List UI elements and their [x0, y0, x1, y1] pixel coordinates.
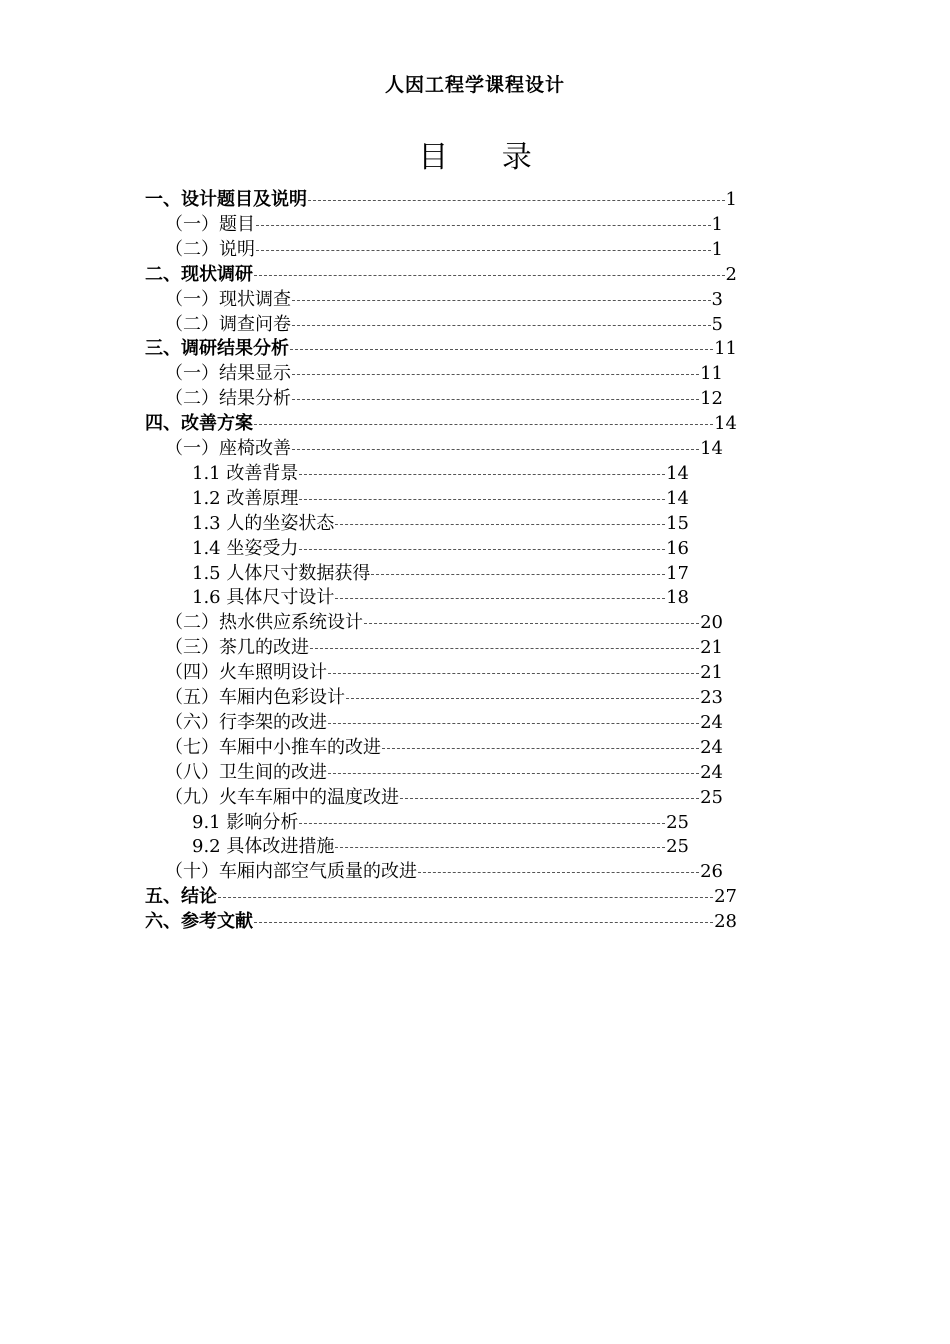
toc-entry-page-number: 21 [700, 637, 723, 659]
toc-entry-label: （二）热水供应系统设计 [165, 612, 363, 634]
toc-leader-line [256, 225, 711, 226]
toc-entry [145, 187, 737, 212]
toc-entry-page-number: 24 [700, 711, 723, 733]
toc-leader-line [254, 275, 725, 276]
toc-entry [192, 536, 689, 561]
toc-entry-label: 1.6 具体尺寸设计 [192, 587, 335, 609]
toc-entry [165, 859, 723, 884]
toc-entry-label: （七）车厢中小推车的改进 [165, 736, 381, 758]
toc-entry-page-number: 26 [700, 861, 723, 883]
toc-entry-label: （二）结果分析 [165, 388, 291, 410]
toc-entry-page-number: 1 [711, 238, 723, 260]
toc-entry-label: （六）行李架的改进 [165, 711, 327, 733]
toc-entry [165, 361, 723, 386]
toc-entry-page-number: 1 [711, 213, 723, 235]
toc-entry [192, 461, 689, 486]
toc-entry [165, 735, 723, 760]
toc-leader-line [328, 773, 699, 774]
toc-entry-page-number: 28 [714, 911, 737, 933]
toc-entry-page-number: 12 [700, 388, 723, 410]
toc-entry-label: （八）卫生间的改进 [165, 761, 327, 783]
toc-entry-page-number: 11 [714, 338, 737, 360]
toc-leader-line [292, 374, 699, 375]
toc-entry [145, 336, 737, 361]
toc-leader-line [328, 723, 699, 724]
toc-entry [165, 386, 723, 411]
toc-entry-page-number: 23 [700, 687, 723, 708]
toc-leader-line [292, 325, 711, 326]
toc-leader-line [292, 399, 699, 400]
toc-leader-line [292, 449, 699, 450]
toc-entry [192, 585, 689, 610]
toc-entry [165, 436, 723, 461]
toc-leader-line [335, 598, 665, 599]
toc-leader-line [335, 847, 665, 848]
toc-leader-line [400, 798, 699, 799]
toc-entry-page-number: 14 [700, 438, 723, 459]
toc-entry-page-number: 15 [666, 512, 689, 534]
toc-entry-page-number: 24 [700, 736, 723, 758]
toc-entry-label: 二、现状调研 [145, 263, 253, 285]
toc-entry-label: （十）车厢内部空气质量的改进 [165, 861, 417, 883]
toc-leader-line [371, 574, 665, 575]
toc-entry-label: （一）现状调查 [165, 288, 291, 310]
toc-entry-page-number: 25 [666, 836, 689, 858]
toc-entry [165, 635, 723, 660]
toc-entry-page-number: 14 [666, 462, 689, 484]
toc-entry [145, 884, 737, 909]
toc-entry-page-number: 2 [725, 263, 737, 285]
toc-entry-page-number: 24 [700, 761, 723, 783]
toc-entry-page-number: 27 [714, 886, 737, 908]
toc-leader-line [364, 623, 699, 624]
toc-entry-label: 三、调研结果分析 [145, 338, 289, 360]
toc-entry-page-number: 16 [666, 537, 689, 559]
toc-entry [165, 312, 723, 337]
toc-leader-line [328, 673, 699, 674]
toc-entry [165, 287, 723, 312]
toc-entry [165, 237, 723, 262]
toc-entry [165, 660, 723, 685]
toc-leader-line [299, 549, 665, 550]
toc-entry-page-number: 20 [700, 612, 723, 634]
toc-entry-label: 9.2 具体改进措施 [192, 836, 335, 858]
toc-entry [165, 685, 723, 710]
toc-leader-line [254, 424, 713, 425]
toc-entry-label: 五、结论 [145, 886, 217, 908]
toc-entry-label: （九）火车车厢中的温度改进 [165, 786, 399, 808]
toc-entry-page-number: 5 [711, 313, 723, 335]
toc-entry-label: （二）调查问卷 [165, 313, 291, 335]
toc-entry-label: （五）车厢内色彩设计 [165, 687, 345, 708]
toc-entry-page-number: 18 [666, 587, 689, 609]
toc-entry-page-number: 14 [666, 487, 689, 509]
toc-entry-label: 六、参考文献 [145, 911, 253, 933]
toc-leader-line [299, 474, 665, 475]
toc-entry [192, 834, 689, 859]
toc-leader-line [254, 922, 713, 923]
toc-entry-page-number: 25 [666, 811, 689, 833]
toc-entry-label: （一）题目 [165, 213, 255, 235]
toc-leader-line [382, 748, 699, 749]
toc-entry-label: 1.1 改善背景 [192, 462, 299, 484]
toc-entry-label: 9.1 影响分析 [192, 811, 299, 833]
toc-entry [165, 710, 723, 735]
toc-leader-line [308, 200, 725, 201]
toc-entry-label: （四）火车照明设计 [165, 662, 327, 684]
toc-entry [165, 610, 723, 635]
toc-leader-line [256, 250, 711, 251]
toc-entry-label: 1.5 人体尺寸数据获得 [192, 562, 371, 584]
toc-entry-page-number: 21 [700, 662, 723, 684]
toc-entry-label: 1.2 改善原理 [192, 487, 299, 509]
toc-entry [192, 511, 689, 536]
toc-entry-label: （一）座椅改善 [165, 438, 291, 459]
toc-leader-line [218, 897, 713, 898]
toc-entry-page-number: 11 [700, 363, 723, 385]
toc-entry [192, 810, 689, 835]
toc-entry-page-number: 1 [725, 189, 737, 210]
toc-leader-line [310, 648, 699, 649]
toc-entry-page-number: 14 [714, 413, 737, 435]
toc-heading: 目 录 [418, 140, 554, 175]
toc-leader-line [299, 823, 665, 824]
toc-leader-line [290, 349, 713, 350]
toc-entry-label: 一、设计题目及说明 [145, 189, 307, 210]
toc-entry [192, 486, 689, 511]
toc-entry [145, 411, 737, 436]
toc-entry-page-number: 17 [666, 562, 689, 584]
toc-entry-label: 四、改善方案 [145, 413, 253, 435]
document-header: 人因工程学课程设计 [384, 74, 565, 96]
toc-entry [165, 785, 723, 810]
toc-entry-page-number: 25 [700, 786, 723, 808]
toc-entry-label: 1.4 坐姿受力 [192, 537, 299, 559]
toc-entry [145, 909, 737, 934]
toc-leader-line [418, 872, 699, 873]
toc-leader-line [335, 524, 665, 525]
toc-entry-label: （三）茶几的改进 [165, 637, 309, 659]
toc-leader-line [299, 499, 665, 500]
toc-entry-label: （一）结果显示 [165, 363, 291, 385]
toc-entry [192, 561, 689, 586]
toc-leader-line [346, 698, 699, 699]
toc-entry-page-number: 3 [711, 288, 723, 310]
toc-entry-label: 1.3 人的坐姿状态 [192, 512, 335, 534]
toc-entry [165, 212, 723, 237]
toc-entry [145, 262, 737, 287]
toc-leader-line [292, 300, 711, 301]
toc-entry-label: （二）说明 [165, 238, 255, 260]
toc-entry [165, 760, 723, 785]
